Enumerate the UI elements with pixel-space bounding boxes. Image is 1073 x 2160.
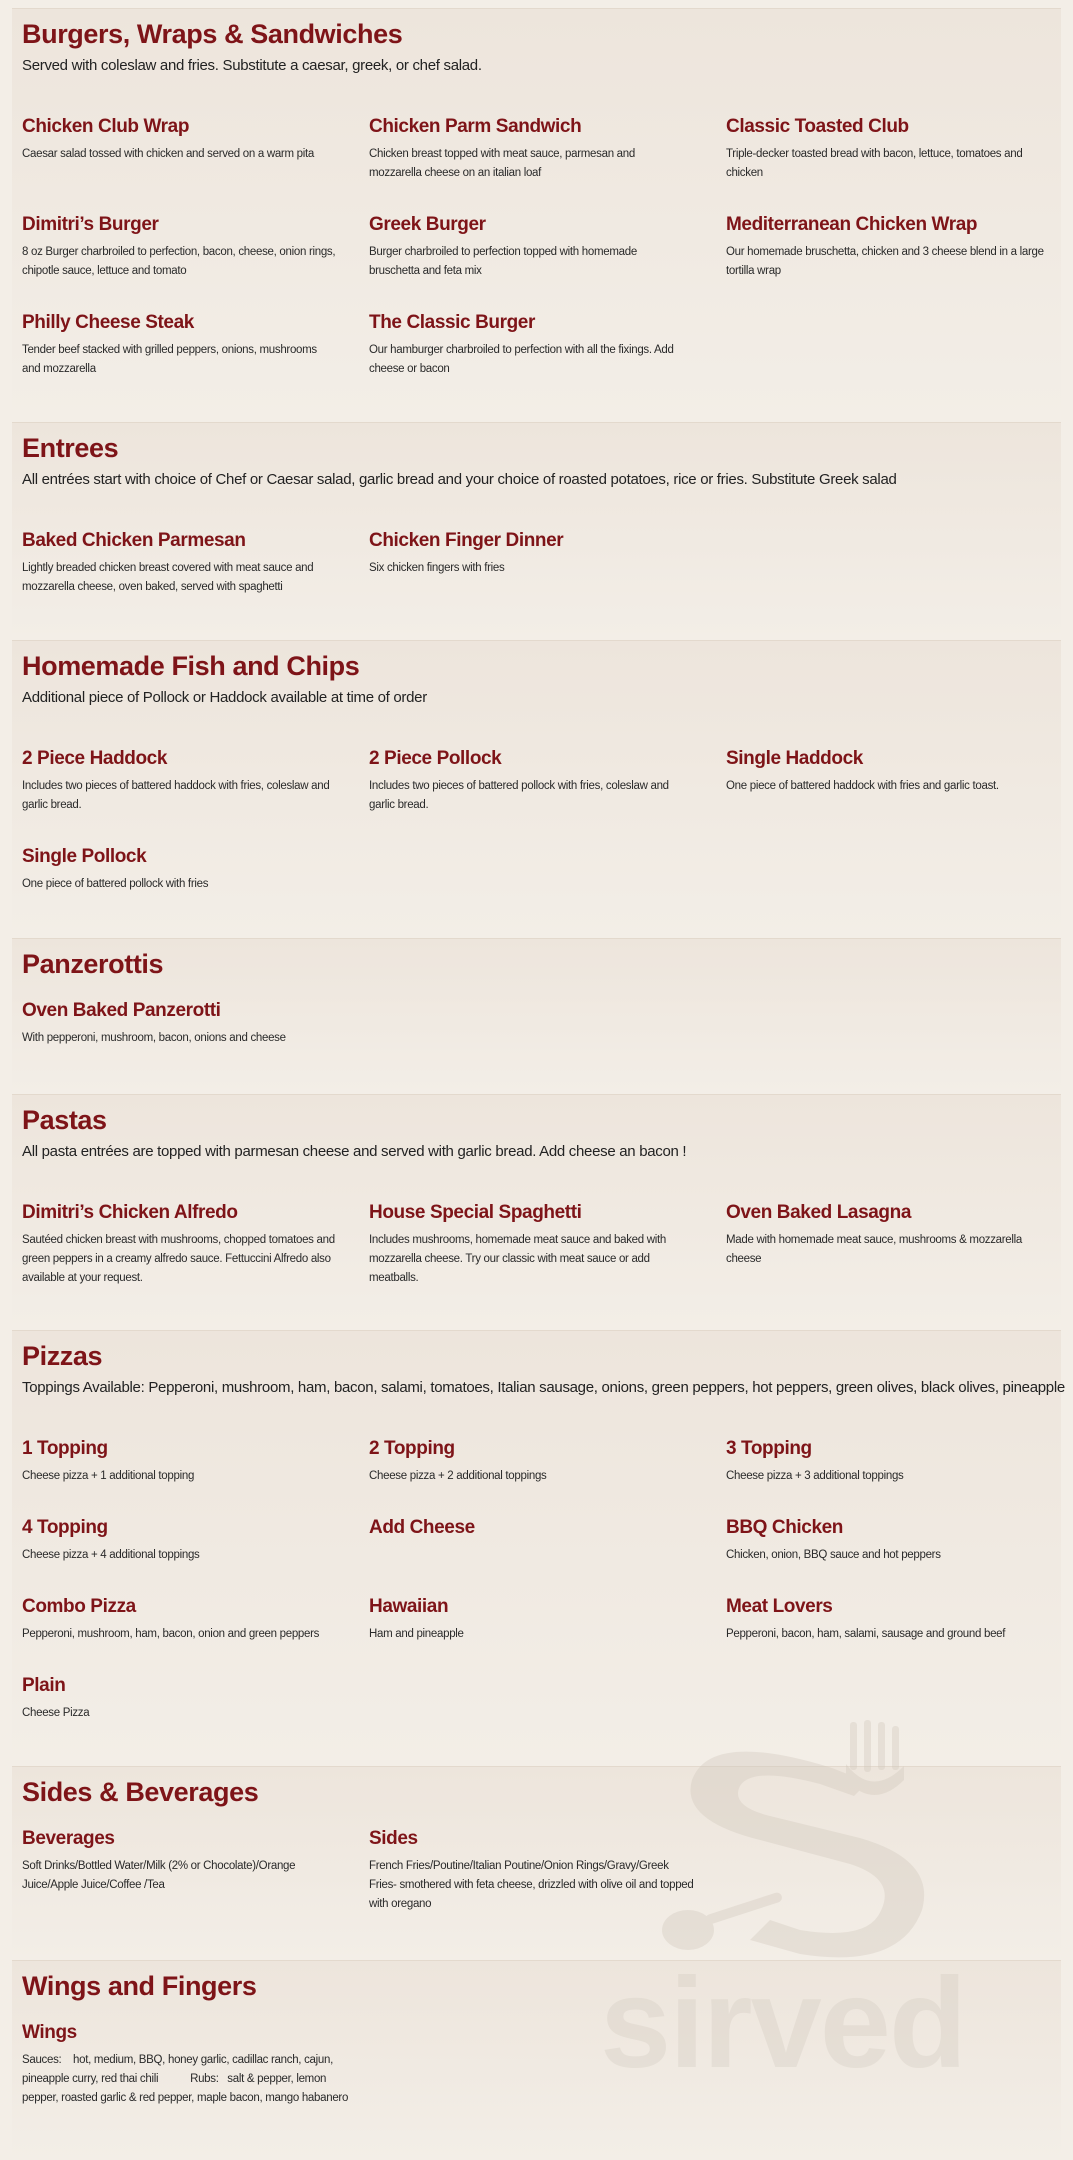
item-name: Dimitri’s Chicken Alfredo	[22, 1202, 238, 1223]
menu-item	[22, 747, 342, 815]
item-description: Our hamburger charbroiled to perfection with all the fixings. Add cheese or bacon	[369, 344, 674, 375]
item-description: French Fries/Poutine/Italian Poutine/Onion Rings/Gravy/Greek Fries- smothered with feta cheese, drizzled with olive oil and topped with oregano	[369, 1860, 694, 1910]
menu-item	[22, 1437, 342, 1486]
item-description: Pepperoni, mushroom, ham, bacon, onion and green peppers	[22, 1628, 320, 1640]
menu-item	[22, 1201, 342, 1288]
item-name: BBQ Chicken	[726, 1517, 844, 1538]
item-name: 3 Topping	[726, 1438, 812, 1459]
item-description: Our homemade bruschetta, chicken and 3 cheese blend in a large tortilla wrap	[726, 246, 1044, 277]
item-name: 2 Piece Pollock	[369, 748, 502, 769]
item-description: Triple-decker toasted bread with bacon, lettuce, tomatoes and chicken	[726, 148, 1023, 179]
item-name: Single Pollock	[22, 846, 147, 867]
item-name: Single Haddock	[726, 748, 863, 769]
menu-item	[22, 115, 342, 164]
item-description: Lightly breaded chicken breast covered with meat sauce and mozzarella cheese, oven baked, served with spaghetti	[22, 562, 314, 593]
menu-item	[726, 747, 1046, 796]
item-name: Combo Pizza	[22, 1596, 136, 1617]
section-title: Sides & Beverages	[22, 1777, 259, 1807]
item-description: Made with homemade meat sauce, mushrooms & mozzarella cheese	[726, 1234, 1023, 1265]
menu-item	[22, 2021, 352, 2108]
item-name: Oven Baked Lasagna	[726, 1202, 911, 1223]
menu-section-panzerottis	[12, 938, 1061, 1094]
menu-item	[726, 1437, 1046, 1486]
menu-item	[369, 1201, 699, 1288]
item-description: 8 oz Burger charbroiled to perfection, bacon, cheese, onion rings, chipotle sauce, lettuce and tomato	[22, 246, 336, 277]
section-description: Toppings Available: Pepperoni, mushroom, ham, bacon, salami, tomatoes, Italian sausage, onions, green peppers, hot peppers, green olives, black olives, pineapple	[22, 1379, 1065, 1396]
menu-item	[369, 747, 689, 815]
menu-item	[22, 999, 382, 1048]
item-name: Chicken Parm Sandwich	[369, 116, 582, 137]
menu-item	[369, 115, 689, 183]
item-description: Cheese pizza + 4 additional toppings	[22, 1549, 200, 1561]
item-name: Plain	[22, 1675, 66, 1696]
item-name: Mediterranean Chicken Wrap	[726, 214, 978, 235]
item-description: Includes two pieces of battered haddock with fries, coleslaw and garlic bread.	[22, 780, 330, 811]
menu-item	[369, 1516, 689, 1546]
item-name: 2 Topping	[369, 1438, 455, 1459]
menu-item	[726, 213, 1046, 281]
item-description: Cheese pizza + 2 additional toppings	[369, 1470, 547, 1482]
item-description: Cheese pizza + 1 additional topping	[22, 1470, 195, 1482]
item-name: 2 Piece Haddock	[22, 748, 168, 769]
menu-item	[22, 311, 322, 379]
section-title: Burgers, Wraps & Sandwiches	[22, 19, 403, 49]
item-description: Tender beef stacked with grilled peppers, onions, mushrooms and mozzarella	[22, 344, 317, 375]
item-description: Includes two pieces of battered pollock with fries, coleslaw and garlic bread.	[369, 780, 669, 811]
item-name: Greek Burger	[369, 214, 486, 235]
item-name: Classic Toasted Club	[726, 116, 909, 137]
section-description: All pasta entrées are topped with parmesan cheese and served with garlic bread. Add cheese an bacon !	[22, 1143, 687, 1160]
section-description: All entrées start with choice of Chef or Caesar salad, garlic bread and your choice of roasted potatoes, rice or fries. Substitute Greek salad	[22, 471, 897, 488]
item-name: Meat Lovers	[726, 1596, 833, 1617]
item-description: Sauces: hot, medium, BBQ, honey garlic, cadillac ranch, cajun, pineapple curry, red thai chili Rubs: salt & pepper, lemon pepper, roasted garlic & red pepper, maple bacon, mango habanero	[22, 2054, 349, 2104]
item-description: Cheese pizza + 3 additional toppings	[726, 1470, 904, 1482]
item-name: Beverages	[22, 1828, 115, 1849]
section-description: Served with coleslaw and fries. Substitute a caesar, greek, or chef salad.	[22, 57, 482, 74]
menu-section-pastas	[12, 1094, 1061, 1330]
section-title: Entrees	[22, 433, 119, 463]
menu-item	[22, 1674, 342, 1723]
item-name: 1 Topping	[22, 1438, 108, 1459]
item-description: One piece of battered haddock with fries and garlic toast.	[726, 780, 999, 792]
item-description: One piece of battered pollock with fries	[22, 878, 209, 890]
item-description: Includes mushrooms, homemade meat sauce and baked with mozzarella cheese. Try our classic with meat sauce or add meatballs.	[369, 1234, 667, 1284]
fork-spoon-icon	[600, 1720, 1020, 1960]
menu-item	[22, 1827, 342, 1895]
item-name: Add Cheese	[369, 1517, 475, 1538]
menu-item	[369, 311, 679, 379]
menu-item	[369, 529, 689, 578]
menu-item	[369, 1437, 689, 1486]
item-description: Caesar salad tossed with chicken and served on a warm pita	[22, 148, 314, 160]
item-name: Chicken Club Wrap	[22, 116, 190, 137]
menu-item	[726, 1516, 1046, 1565]
item-name: The Classic Burger	[369, 312, 535, 333]
menu-item	[22, 1516, 342, 1565]
section-title: Wings and Fingers	[22, 1971, 257, 2001]
menu-item	[22, 845, 342, 894]
section-title: Homemade Fish and Chips	[22, 651, 360, 681]
section-title: Pastas	[22, 1105, 107, 1135]
menu-section-burgers	[12, 8, 1061, 422]
menu-item	[726, 1201, 1056, 1269]
item-description: Ham and pineapple	[369, 1628, 464, 1640]
menu-item	[369, 1595, 689, 1644]
item-name: House Special Spaghetti	[369, 1202, 582, 1223]
item-name: Hawaiian	[369, 1596, 449, 1617]
menu-item	[726, 1595, 1056, 1644]
item-name: Philly Cheese Steak	[22, 312, 194, 333]
item-description: Burger charbroiled to perfection topped with homemade bruschetta and feta mix	[369, 246, 637, 277]
watermark-text: sirved	[600, 1952, 966, 2095]
section-description: Additional piece of Pollock or Haddock available at time of order	[22, 689, 427, 706]
menu-item	[22, 529, 342, 597]
item-description: Chicken breast topped with meat sauce, parmesan and mozzarella cheese on an italian loaf	[369, 148, 635, 179]
item-name: Chicken Finger Dinner	[369, 530, 564, 551]
item-description: Six chicken fingers with fries	[369, 562, 505, 574]
item-description: Soft Drinks/Bottled Water/Milk (2% or Chocolate)/Orange Juice/Apple Juice/Coffee /Tea	[22, 1860, 296, 1891]
item-name: Dimitri’s Burger	[22, 214, 159, 235]
menu-item	[726, 115, 1026, 183]
item-description: With pepperoni, mushroom, bacon, onions and cheese	[22, 1032, 286, 1044]
item-name: Baked Chicken Parmesan	[22, 530, 246, 551]
item-description: Chicken, onion, BBQ sauce and hot peppers	[726, 1549, 941, 1561]
menu-item	[22, 213, 342, 281]
item-description: Pepperoni, bacon, ham, salami, sausage and ground beef	[726, 1628, 1006, 1640]
section-title: Panzerottis	[22, 949, 164, 979]
menu-section-entrees	[12, 422, 1061, 640]
section-title: Pizzas	[22, 1341, 103, 1371]
menu-item	[22, 1595, 362, 1644]
item-name: Oven Baked Panzerotti	[22, 1000, 221, 1021]
menu-section-pizzas	[12, 1330, 1065, 1766]
sirved-watermark	[600, 1720, 1020, 2095]
item-name: Sides	[369, 1828, 418, 1849]
item-name: Wings	[22, 2022, 77, 2043]
menu-item	[369, 213, 669, 281]
item-name: 4 Topping	[22, 1517, 108, 1538]
item-description: Sautéed chicken breast with mushrooms, chopped tomatoes and green peppers in a creamy alfredo sauce. Fettuccini Alfredo also available at your request.	[22, 1234, 335, 1284]
item-description: Cheese Pizza	[22, 1707, 90, 1719]
menu-section-fish-and-chips	[12, 640, 1061, 938]
